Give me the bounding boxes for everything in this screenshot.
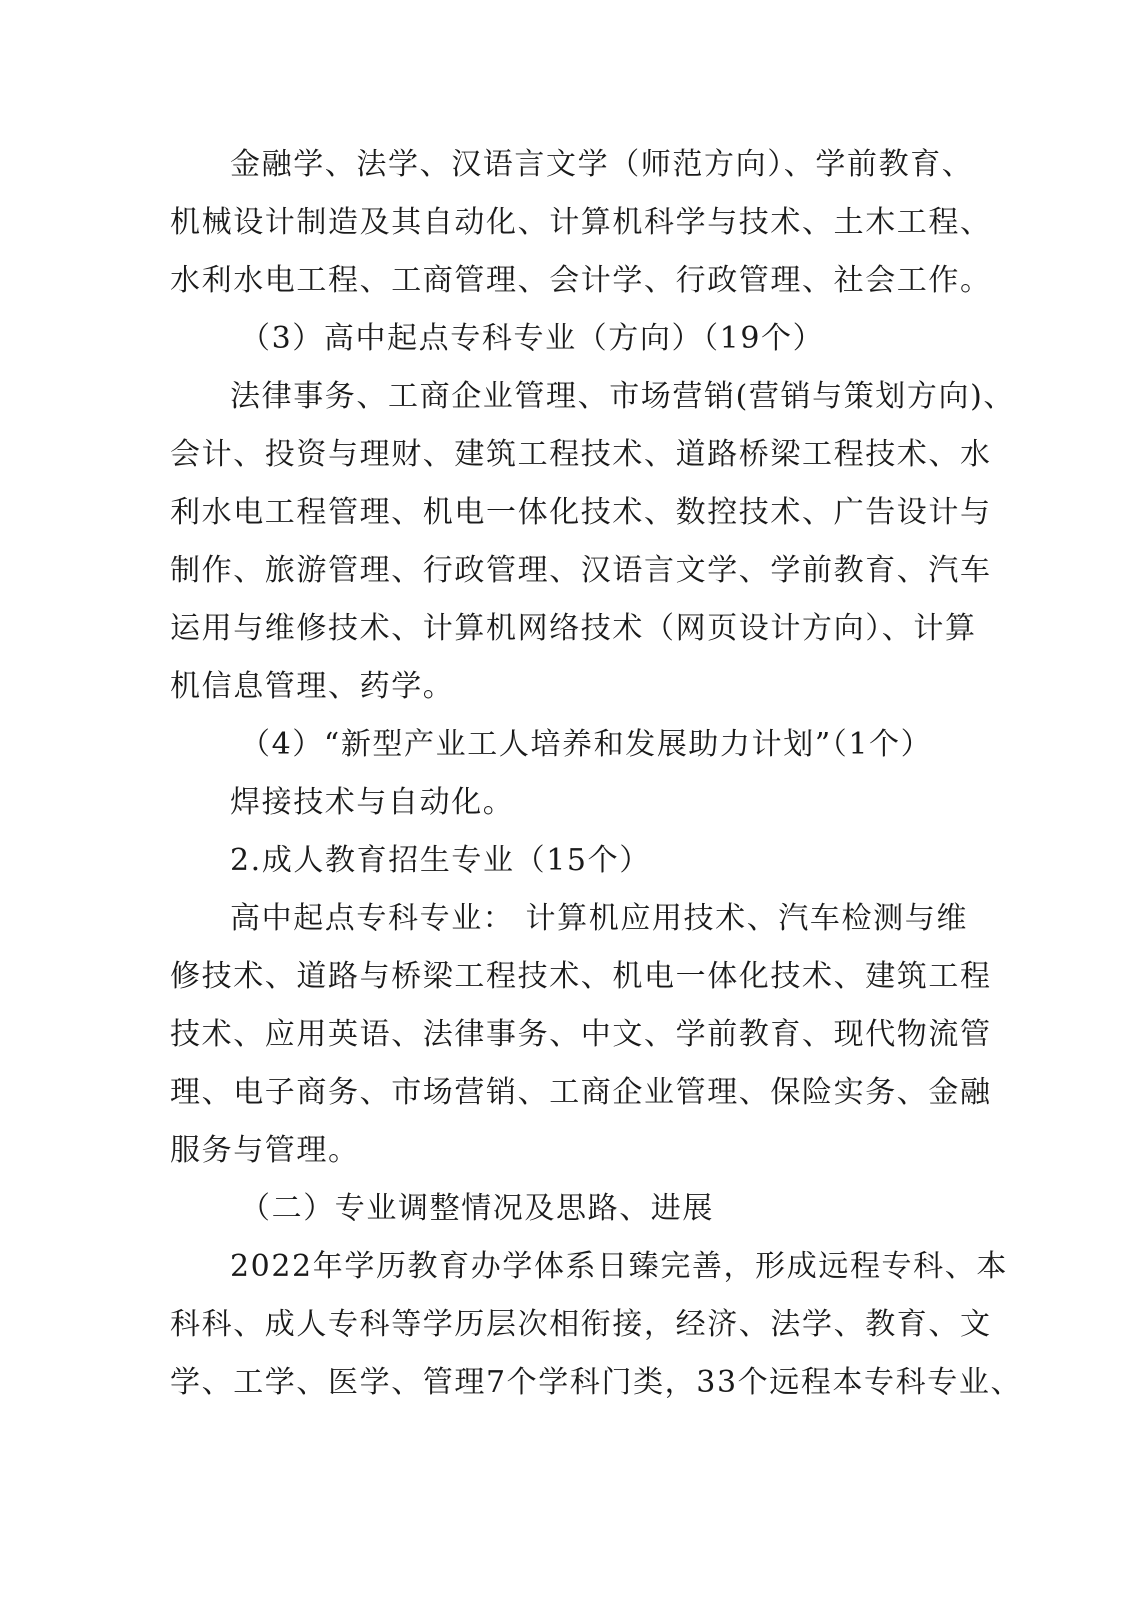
paragraph-line: 修技术、道路与桥梁工程技术、机电一体化技术、建筑工程 — [170, 959, 992, 994]
paragraph-line: 水利水电工程、工商管理、会计学、行政管理、社会工作。 — [170, 263, 992, 298]
paragraph-line: 学、工学、医学、管理7个学科门类，33个远程本专科专业、 — [170, 1365, 1023, 1400]
paragraph-line: 2022年学历教育办学体系日臻完善，形成远程专科、本 — [230, 1249, 1008, 1284]
paragraph-line: 法律事务、工商企业管理、市场营销(营销与策划方向)、 — [230, 379, 1016, 414]
paragraph-line: 会计、投资与理财、建筑工程技术、道路桥梁工程技术、水 — [170, 437, 992, 472]
paragraph-line: 高中起点专科专业： 计算机应用技术、汽车检测与维 — [230, 901, 968, 936]
paragraph-line: 理、电子商务、市场营销、工商企业管理、保险实务、金融 — [170, 1075, 992, 1110]
paragraph-line: 制作、旅游管理、行政管理、汉语言文学、学前教育、汽车 — [170, 553, 992, 588]
paragraph-line: 运用与维修技术、计算机网络技术（网页设计方向）、计算 — [170, 611, 977, 646]
paragraph-line: 金融学、法学、汉语言文学（师范方向）、学前教育、 — [230, 147, 974, 182]
paragraph-line: 科科、成人专科等学历层次相衔接，经济、法学、教育、文 — [170, 1307, 992, 1342]
paragraph-line: 利水电工程管理、机电一体化技术、数控技术、广告设计与 — [170, 495, 992, 530]
section-heading: （二）专业调整情况及思路、进展 — [240, 1191, 714, 1226]
section-heading: （4）“新型产业工人培养和发展助力计划”（1个） — [240, 727, 933, 762]
paragraph-line: 焊接技术与自动化。 — [230, 785, 515, 820]
paragraph-line: 服务与管理。 — [170, 1133, 360, 1168]
section-heading: （3）高中起点专科专业（方向）（19个） — [240, 321, 825, 356]
paragraph-line: 技术、应用英语、法律事务、中文、学前教育、现代物流管 — [170, 1017, 992, 1052]
paragraph-line: 机械设计制造及其自动化、计算机科学与技术、土木工程、 — [170, 205, 992, 240]
section-heading: 2.成人教育招生专业（15个） — [230, 843, 651, 878]
paragraph-line: 机信息管理、药学。 — [170, 669, 455, 704]
